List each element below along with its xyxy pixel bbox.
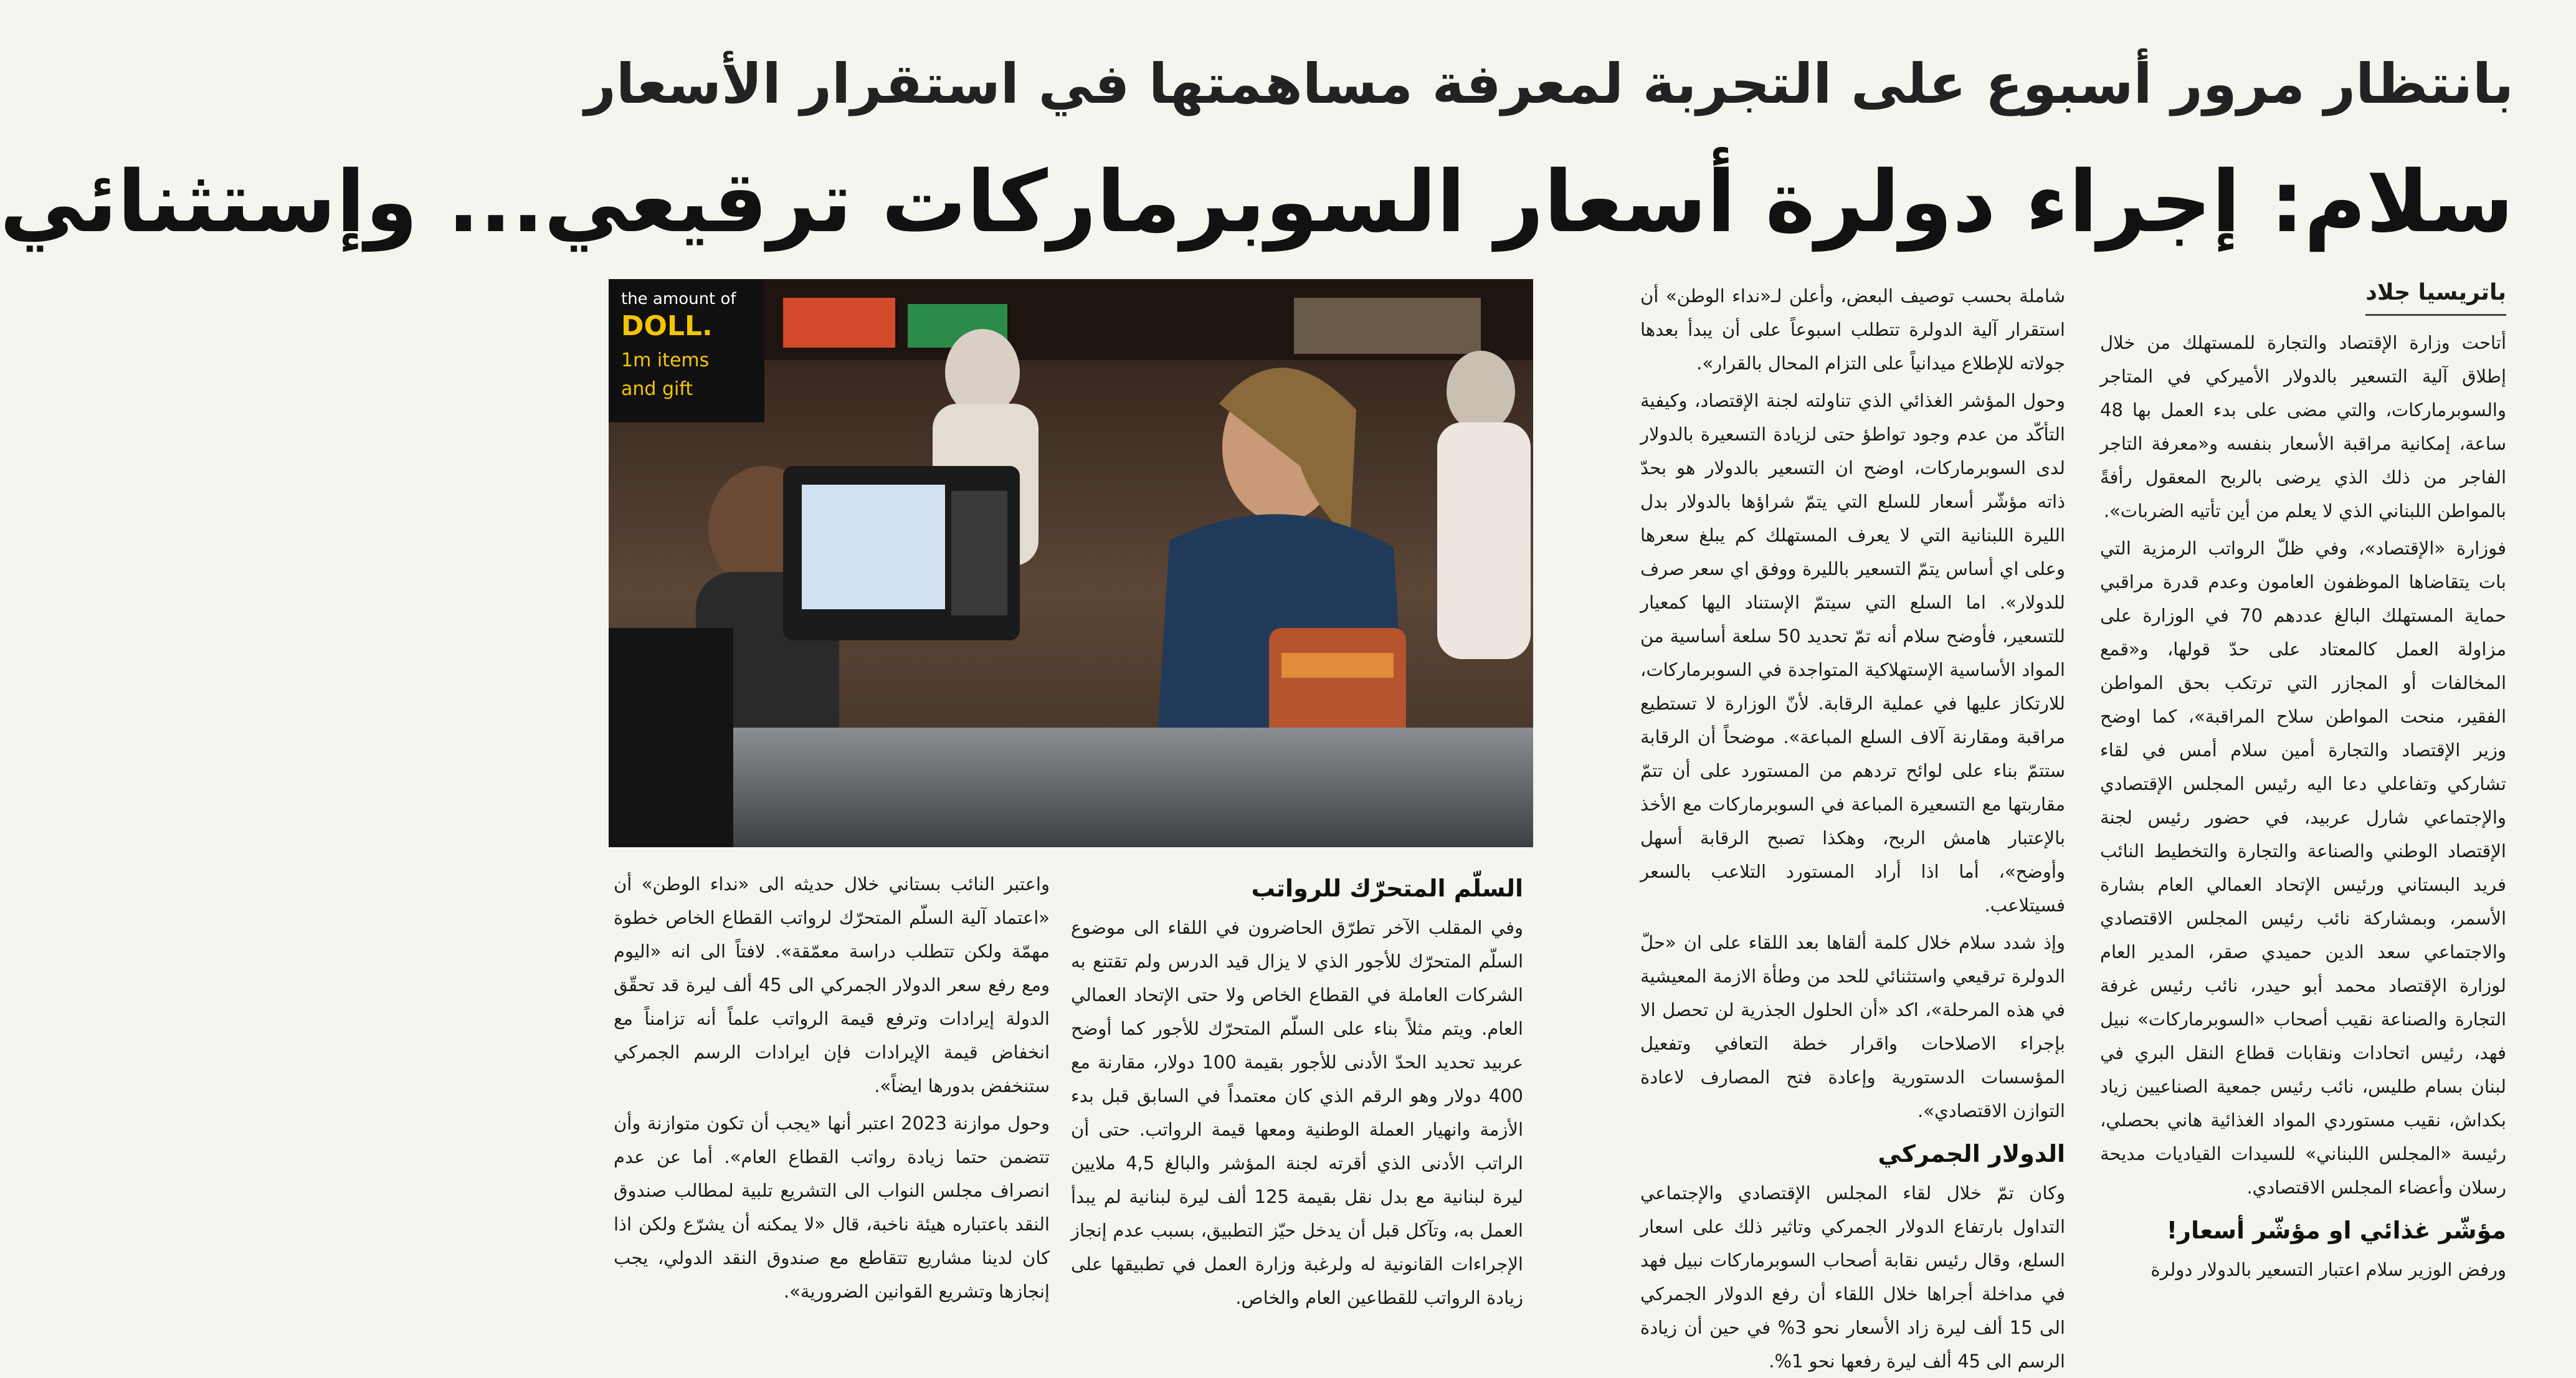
main-headline: سلام: إجراء دولرة أسعار السوبرماركات ترقيعي... وإستثنائي	[0, 153, 2514, 252]
paragraph: وكان تمّ خلال لقاء المجلس الإقتصادي والإجتماعي التداول بارتفاع الدولار الجمركي وتاثير ذلك على اسعار السلع، وقال رئيس نقابة أصحاب السوبرماركات نبيل فهد في مداخلة أجراها خلال اللقاء أن رفع الدولار الجمركي الى 15 ألف ليرة زاد الأسعار نحو 3% في حين أن زيادة الرسم الى 45 ألف ليرة رفعها نحو 1%.	[1640, 1182, 2065, 1372]
article-photo	[609, 279, 1533, 847]
paragraph: واعتبر النائب بستاني خلال حديثه الى «نداء الوطن» أن «اعتماد آلية السلّم المتحرّك لرواتب القطاع الخاص خطوة مهمّة ولكن تتطلب دراسة معمّقة». لافتاً الى انه «اليوم ومع رفع سعر الدولار الجمركي الى 45 ألف ليرة قد تحقّق الدولة إيرادات وترفع قيمة الرواتب علماً أنه تزامناً مع انخفاض قيمة الإيرادات فإن ايرادات الرسم الجمركي ستنخفض بدورها ايضاً».	[614, 873, 1050, 1096]
paragraph: فوزارة «الإقتصاد»، وفي ظلّ الرواتب الرمزية التي بات يتقاضاها الموظفون العامون وعدم قدرة مراقبي حماية المستهلك البالغ عددهم 70 في الوزارة على مزاولة العمل كالمعتاد على حدّ قولها، و«قمع المخالفات أو المجازر التي ترتكب بحق المواطن الفقير، منحت المواطن سلاح المراقبة»، كما اوضح وزير الإقتصاد والتجارة أمين سلام أمس في لقاء تشاركي وتفاعلي دعا اليه رئيس المجلس الإقتصادي والإجتماعي شارل عربيد، في حضور رئيس لجنة الإقتصاد الوطني والصناعة والتجارة والتخطيط النائب فريد البستاني ورئيس الإتحاد العمالي العام بشارة الأسمر، وبمشاركة نائب رئيس المجلس الاقتصادي والاجتماعي سعد الدين حميدي صقر، المدير العام لوزارة الإقتصاد محمد أبو حيدر، نائب رئيس غرفة التجارة والصناعة نقيب أصحاب «السوبرماركات» نبيل فهد، رئيس اتحادات ونقابات قطاع النقل البري في لبنان بسام طليس، نائب رئيس جمعية الصناعيين زياد بكداش، نقيب مستوردي المواد الغذائية هاني بحصلي، رئيسة «المجلس اللبناني» للسيدات القياديات مديحة رسلان وأعضاء المجلس الاقتصادي.	[2100, 538, 2506, 1198]
article-column-1	[2100, 274, 2506, 1333]
kicker-headline: بانتظار مرور أسبوع على التجربة لمعرفة مساهمتها في استقرار الأسعار	[584, 52, 2514, 116]
article-column-4	[614, 867, 1050, 1341]
article-column-3	[1071, 862, 1523, 1336]
paragraph: وفي المقلب الآخر تطرّق الحاضرون في اللقاء الى موضوع السلّم المتحرّك للأجور الذي لا يزال قيد الدرس ولم تقتنع به الشركات العاملة في القطاع الخاص ولا حتى الإتحاد العمالي العام. ويتم مثلاً بناء على السلّم المتحرّك للأجور كما أوضح عربيد تحديد الحدّ الأدنى للأجور بقيمة 100 دولار، مقارنة مع 400 دولار وهو الرقم الذي كان معتمداً في السابق قبل بدء الأزمة وانهيار العملة الوطنية ومعها قيمة الرواتب. حتى أن الراتب الأدنى الذي أقرته لجنة المؤشر والبالغ 4,5 ملايين ليرة لبنانية مع بدل نقل بقيمة 125 ألف ليرة لبنانية لم يبدأ العمل به، وتآكل قبل أن يدخل حيّز التطبيق، بسبب عدم إنجاز الإجراءات القانونية له ولرغبة وزارة العمل في تطبيقها على زيادة الرواتب للقطاعين العام والخاص.	[1071, 917, 1523, 1308]
subheading: السلّم المتحرّك للرواتب	[1251, 875, 1523, 902]
paragraph: وحول المؤشر الغذائي الذي تناولته لجنة الإقتصاد، وكيفية التأكّد من عدم وجود تواطؤ حتى لزيادة التسعيرة بالدولار لدى السوبرماركات، اوضح ان التسعير بالدولار هو بحدّ ذاته مؤشّر أسعار للسلع التي يتمّ شراؤها بالدولار بدل الليرة اللبنانية التي لا يعرف المستهلك كم يبلغ سعرها وعلى اي أساس يتمّ التسعير بالليرة ووفق اي سعر صرف للدولار». اما السلع التي سيتمّ الإستناد اليها كمعيار للتسعير، فأوضح سلام أنه تمّ تحديد 50 سلعة أساسية من المواد الأساسية الإستهلاكية المتواجدة في السوبرماركات، للارتكاز عليها في عملية الرقابة. لأنّ الوزارة لا تستطيع مراقبة ومقارنة آلاف السلع المباعة». موضحاً أن الرقابة ستتمّ بناء على لوائح تردهم من المستورد على أن تتمّ مقاربتها مع التسعيرة المباعة في السوبرماركات مع الأخذ بالإعتبار هامش الربح، وهكذا تصبح الرقابة أسهل وأوضح»، أما اذا أراد المستورد التلاعب بالسعر فسيتلاعب.	[1640, 390, 2065, 916]
paragraph: أتاحت وزارة الإقتصاد والتجارة للمستهلك من خلال إطلاق آلية التسعير بالدولار الأميركي في المتاجر والسوبرماركات، والتي مضى على بدء العمل بها 48 ساعة، إمكانية مراقبة الأسعار بنفسه و«معرفة التاجر الفاجر من ذلك الذي يرضى بالربح المعقول رأفةً بالمواطن اللبناني الذي لا يعلم من أين تأتيه الضربات».	[2100, 332, 2506, 521]
svg-text:1m items: 1m items	[621, 349, 710, 371]
paragraph: وحول موازنة 2023 اعتبر أنها «يجب أن تكون متوازنة وأن تتضمن حتما زيادة رواتب القطاع العام». أما عن عدم انصراف مجلس النواب الى التشريع تلبية لمطالب صندوق النقد باعتباره هيئة ناخبة، قال «لا يمكنه أن يشرّع ولكن اذا كان لدينا مشاريع تتقاطع مع صندوق النقد الدولي، يجب إنجازها وتشريع القوانين الضرورية».	[614, 1113, 1050, 1302]
photo-illustration	[609, 279, 1533, 847]
article-column-2	[1640, 279, 2065, 1372]
svg-text:the amount of: the amount of	[621, 290, 736, 308]
paragraph: وإذ شدد سلام خلال كلمة ألقاها بعد اللقاء على ان «حلّ الدولرة ترقيعي واستثنائي للحد من وطأة الازمة المعيشية في هذه المرحلة»، اكد «أن الحلول الجذرية لن تحصل الا بإجراء الاصلاحات واقرار خطة التعافي وتفعيل المؤسسات الدستورية وإعادة فتح المصارف لاعادة التوازن الاقتصادي».	[1640, 932, 2065, 1121]
subheading: مؤشّر غذائي او مؤشّر أسعار!	[2166, 1217, 2506, 1244]
svg-text:and gift: and gift	[621, 378, 693, 400]
svg-text:DOLL.: DOLL.	[621, 310, 713, 342]
subheading: الدولار الجمركي	[1878, 1140, 2065, 1167]
byline: باتريسيا جلاد	[2365, 274, 2506, 316]
paragraph: شاملة بحسب توصيف البعض، وأعلن لـ«نداء الوطن» أن استقرار آلية الدولرة تتطلب اسبوعاً على أن يبدأ بعدها جولاته للإطلاع ميدانياً على التزام المحال بالقرار».	[1640, 285, 2065, 374]
paragraph: ورفض الوزير سلام اعتبار التسعير بالدولار دولرة	[2151, 1259, 2506, 1280]
